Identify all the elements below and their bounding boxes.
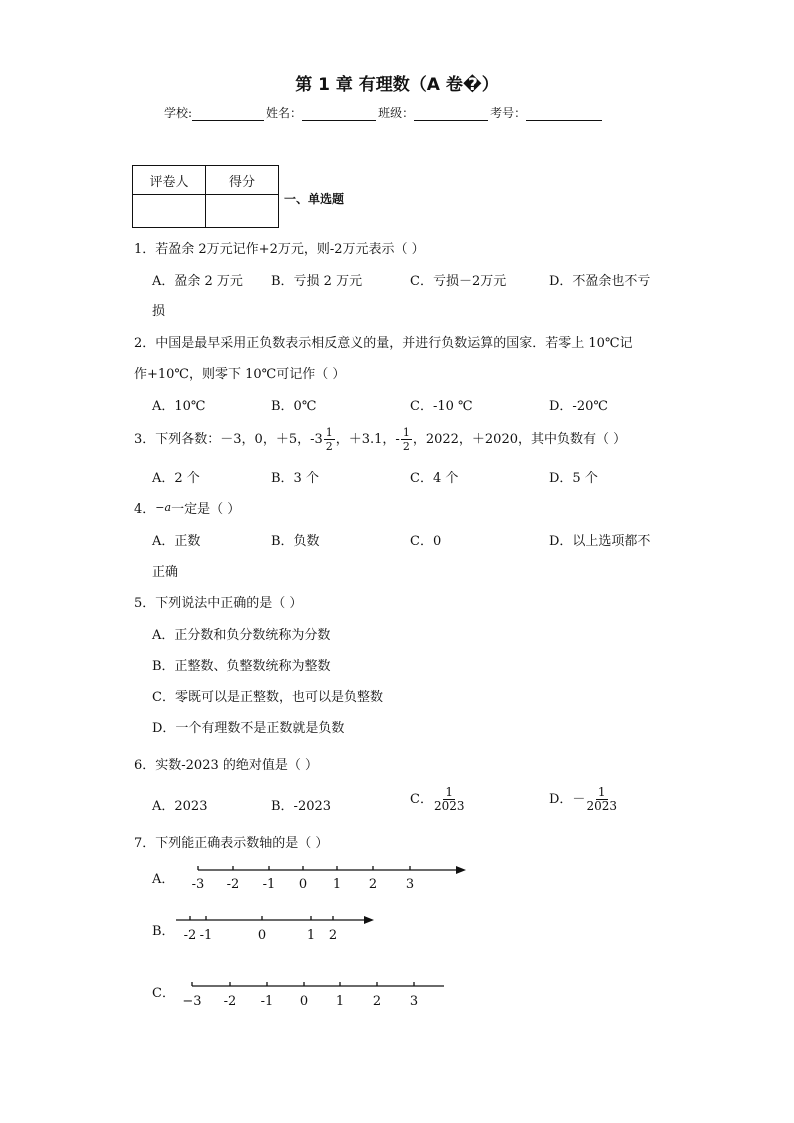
tick-label: -2 bbox=[226, 877, 240, 892]
q3-mixed-fraction bbox=[324, 426, 335, 453]
tick-label: -1 bbox=[262, 877, 276, 892]
arrow-head-icon bbox=[456, 866, 466, 874]
q7-option-c-number-line bbox=[170, 972, 450, 1012]
q1-option-a[interactable]: A．盈余 2 万元 bbox=[152, 274, 243, 289]
q2-option-c[interactable]: C．-10 ℃ bbox=[410, 399, 473, 414]
q1-option-d-cont: 损 bbox=[152, 304, 166, 319]
q2-line1: 2．中国是最早采用正负数表示相反意义的量，并进行负数运算的国家．若零上 10℃记 bbox=[134, 336, 633, 351]
q5-option-b[interactable]: B．正整数、负整数统称为整数 bbox=[152, 659, 331, 674]
q6-option-b[interactable]: B．-2023 bbox=[271, 799, 332, 814]
tick-label: 0 bbox=[257, 928, 267, 943]
q3-fraction bbox=[401, 426, 412, 453]
q6-option-d[interactable] bbox=[549, 786, 618, 813]
q4-variable: −a bbox=[155, 501, 172, 514]
q3-frac-num: 1 bbox=[402, 426, 410, 439]
tick-label: -2 bbox=[223, 994, 237, 1009]
q6-stem: 6．实数-2023 的绝对值是（ ） bbox=[134, 758, 319, 773]
tick-label: 2 bbox=[372, 994, 382, 1009]
id-label: 考号： bbox=[490, 106, 527, 120]
page-title: 第 1 章 有理数（A 卷�） bbox=[295, 75, 499, 95]
q5-option-c[interactable]: C．零既可以是正整数，也可以是负整数 bbox=[152, 690, 383, 705]
q5-option-d[interactable]: D．一个有理数不是正数就是负数 bbox=[152, 721, 345, 736]
tick-label: 1 bbox=[332, 877, 342, 892]
q4-stem-rest: 一定是（ ） bbox=[171, 502, 241, 517]
q3-mixed-den: 2 bbox=[325, 440, 333, 453]
q6-option-d-fraction bbox=[586, 786, 617, 813]
class-blank[interactable] bbox=[414, 108, 488, 121]
q6-c-den: 2023 bbox=[433, 799, 465, 813]
q3-stem-pre: 3．下列各数：－3，0，＋5，-3 bbox=[134, 432, 323, 447]
q1-stem: 1．若盈余 2万元记作+2万元，则-2万元表示（ ） bbox=[134, 242, 425, 257]
q6-c-num: 1 bbox=[445, 785, 454, 799]
q1-option-b[interactable]: B．亏损 2 万元 bbox=[271, 274, 363, 289]
tick-label: 2 bbox=[328, 928, 338, 943]
arrow-head-icon bbox=[364, 916, 374, 924]
q6-option-d-label: D．－ bbox=[549, 792, 586, 807]
q4-number: 4． bbox=[134, 502, 156, 517]
q3-option-b[interactable]: B．3 个 bbox=[271, 471, 319, 486]
school-label: 学校: bbox=[164, 106, 193, 120]
tick-label: -1 bbox=[199, 928, 213, 943]
q4-stem bbox=[134, 498, 240, 517]
q7-option-b-label[interactable]: B． bbox=[152, 924, 175, 939]
grader-header: 评卷人 bbox=[133, 166, 206, 195]
q7-option-c-label[interactable]: C． bbox=[152, 986, 175, 1001]
tick-label: 2 bbox=[368, 877, 378, 892]
q7-option-b-number-line bbox=[170, 908, 380, 948]
grader-cell[interactable] bbox=[133, 195, 206, 228]
q2-line2: 作+10℃，则零下 10℃可记作（ ） bbox=[134, 367, 346, 382]
score-header: 得分 bbox=[206, 166, 279, 195]
q6-d-num: 1 bbox=[597, 785, 606, 799]
q3-option-a[interactable]: A．2 个 bbox=[152, 471, 200, 486]
q3-option-d[interactable]: D．5 个 bbox=[549, 471, 598, 486]
q4-option-d-cont: 正确 bbox=[152, 565, 179, 580]
tick-label: 1 bbox=[335, 994, 345, 1009]
q7-stem: 7．下列能正确表示数轴的是（ ） bbox=[134, 836, 329, 851]
school-blank[interactable] bbox=[192, 108, 264, 121]
q5-stem: 5．下列说法中正确的是（ ） bbox=[134, 596, 303, 611]
tick-label: 1 bbox=[306, 928, 316, 943]
id-blank[interactable] bbox=[526, 108, 602, 121]
q6-option-c[interactable] bbox=[410, 786, 466, 813]
class-label: 班级： bbox=[378, 106, 415, 120]
tick-label: -3 bbox=[191, 877, 205, 892]
tick-label: -1 bbox=[260, 994, 274, 1009]
q5-option-a[interactable]: A．正分数和负分数统称为分数 bbox=[152, 628, 331, 643]
score-cell[interactable] bbox=[206, 195, 279, 228]
q2-option-d[interactable]: D．-20℃ bbox=[549, 399, 608, 414]
tick-label: 0 bbox=[299, 994, 309, 1009]
tick-label: 3 bbox=[405, 877, 415, 892]
q1-option-d[interactable]: D．不盈余也不亏 bbox=[549, 274, 651, 289]
tick-label: -2 bbox=[183, 928, 197, 943]
q1-option-c[interactable]: C．亏损－2万元 bbox=[410, 274, 507, 289]
q2-option-a[interactable]: A．10℃ bbox=[152, 399, 206, 414]
q3-mixed-num: 1 bbox=[325, 426, 333, 439]
q2-option-b[interactable]: B．0℃ bbox=[271, 399, 317, 414]
tick-label: −3 bbox=[182, 994, 202, 1009]
q4-option-b[interactable]: B．负数 bbox=[271, 534, 320, 549]
tick-label: 0 bbox=[298, 877, 308, 892]
q3-option-c[interactable]: C．4 个 bbox=[410, 471, 459, 486]
q6-option-c-label: C． bbox=[410, 792, 433, 807]
q6-option-a[interactable]: A．2023 bbox=[152, 799, 208, 814]
q4-option-c[interactable]: C．0 bbox=[410, 534, 442, 549]
student-info bbox=[164, 104, 604, 121]
q3-stem bbox=[134, 426, 626, 453]
q3-frac-den: 2 bbox=[402, 440, 410, 453]
q4-option-a[interactable]: A．正数 bbox=[152, 534, 201, 549]
q7-option-a-number-line bbox=[170, 856, 470, 896]
q6-d-den: 2023 bbox=[586, 799, 617, 813]
section-title: 一、单选题 bbox=[284, 192, 345, 206]
name-blank[interactable] bbox=[302, 108, 376, 121]
q4-option-d[interactable]: D．以上选项都不 bbox=[549, 534, 651, 549]
q7-option-a-label[interactable]: A． bbox=[152, 872, 175, 887]
name-label: 姓名： bbox=[266, 106, 303, 120]
score-table bbox=[132, 165, 279, 228]
q6-option-c-fraction bbox=[434, 786, 465, 813]
q3-stem-post: ，2022，＋2020，其中负数有（ ） bbox=[412, 432, 627, 447]
q3-stem-mid: ，＋3.1，- bbox=[335, 432, 400, 447]
tick-label: 3 bbox=[409, 994, 419, 1009]
